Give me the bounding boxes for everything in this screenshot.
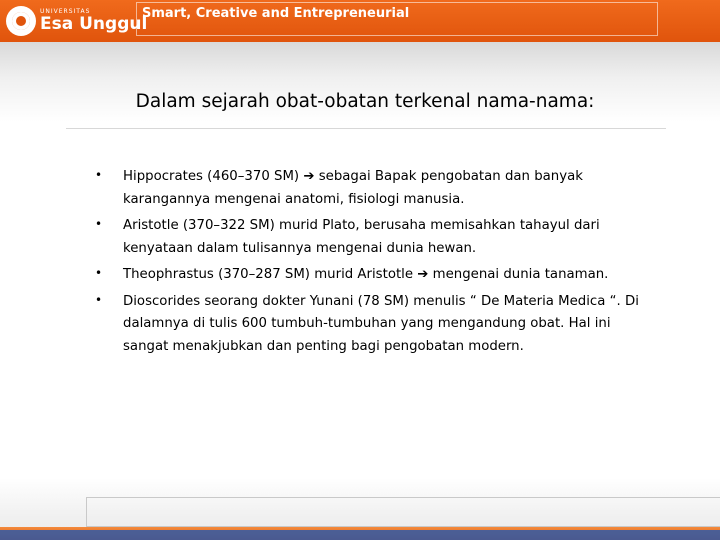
bullet-icon: •: [95, 266, 103, 280]
footer-blue-bar: [0, 530, 720, 540]
list-item: [95, 263, 640, 286]
list-item-text: sebagai Bapak pengobatan dan banyak karangannya mengenai anatomi, fisiologi manusia.: [123, 169, 583, 207]
arrow-right-icon: ➔: [303, 169, 315, 184]
arrow-right-icon: ➔: [417, 267, 429, 282]
list-item-text: Aristotle (370–322 SM) murid Plato, berusaha memisahkan tahayul dari kenyataan dalam tulisannya mengenai dunia hewan.: [123, 218, 600, 256]
logo-small-text: UNIVERSITAS: [40, 8, 91, 15]
header-bar: [0, 0, 720, 42]
list-item: [95, 290, 640, 358]
list-item-text: Theophrastus (370–287 SM) murid Aristotle: [123, 267, 418, 282]
slide-title: Dalam sejarah obat-obatan terkenal nama-nama:: [135, 91, 595, 112]
list-item: [95, 165, 640, 210]
list-item: [95, 214, 640, 259]
bullet-icon: •: [95, 292, 103, 307]
logo-emblem-icon: [6, 6, 36, 36]
list-item-text: Hippocrates (460–370 SM): [123, 169, 304, 184]
divider-line: [66, 128, 666, 129]
header-tagline: Smart, Creative and Entrepreneurial: [142, 6, 410, 21]
university-logo: [6, 4, 147, 38]
footer-frame: [86, 497, 720, 527]
list-item-text: Dioscorides seorang dokter Yunani (78 SM) menulis “ De Materia Medica “. Di dalamnya di tulis 600 tumbuh-tumbuhan yang mengandung obat. Hal ini sangat menakjubkan dan penting bagi pengobatan modern.: [123, 293, 639, 354]
list-item-text: mengenai dunia tanaman.: [428, 267, 609, 282]
bullet-icon: •: [95, 217, 103, 231]
bullet-list: [95, 165, 640, 361]
bullet-icon: •: [95, 168, 103, 182]
logo-name: Esa Unggul: [40, 14, 148, 34]
